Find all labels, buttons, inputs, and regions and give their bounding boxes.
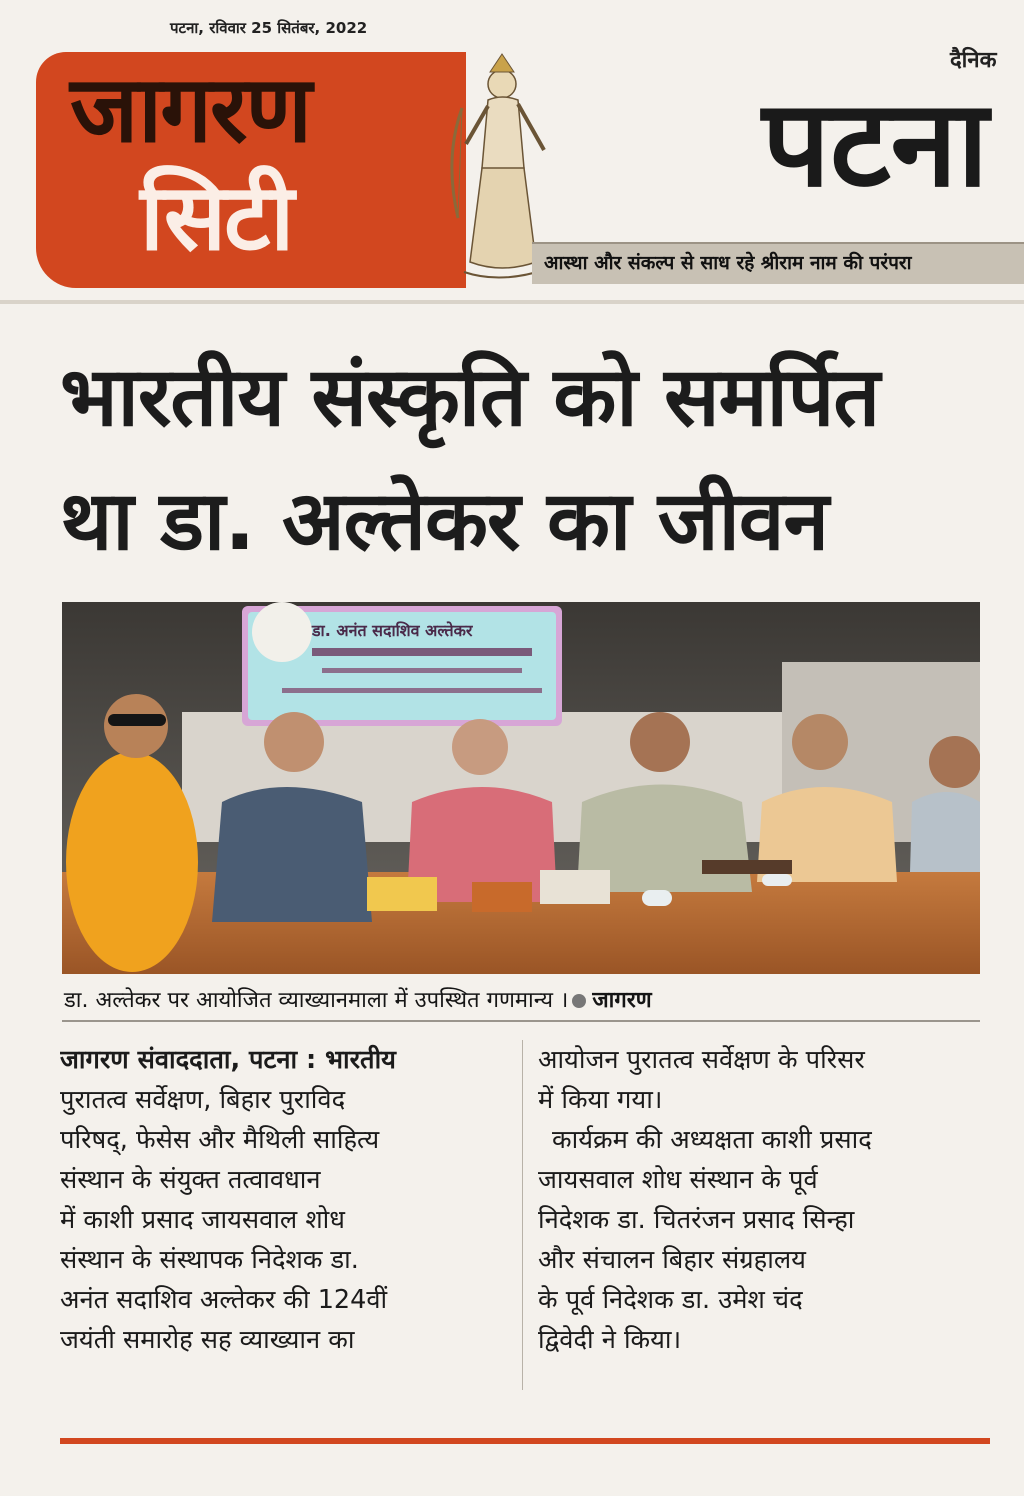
- article-column-right: [538, 1040, 982, 1360]
- body-line: आयोजन पुरातत्व सर्वेक्षण के परिसर: [538, 1045, 865, 1075]
- body-line: कार्यक्रम की अध्यक्षता काशी प्रसाद: [552, 1125, 872, 1155]
- photo-caption: [64, 984, 652, 1014]
- event-photo-illustration: [62, 602, 980, 974]
- photo-banner-text: डा. अनंत सदाशिव अल्तेकर: [312, 621, 473, 640]
- headline-line2: था डा. अल्तेकर का जीवन: [60, 474, 828, 569]
- body-line: जागरण संवाददाता, पटना : भारतीय: [60, 1045, 396, 1075]
- body-line: परिषद्, फेसेस और मैथिली साहित्य: [60, 1125, 380, 1155]
- body-line: के पूर्व निदेशक डा. उमेश चंद: [538, 1285, 803, 1315]
- teaser-headline: आस्था और संकल्प से साध रहे श्रीराम नाम की परंपरा: [544, 252, 912, 274]
- body-line: और संचालन बिहार संग्रहालय: [538, 1245, 806, 1275]
- body-line: संस्थान के संयुक्त तत्वावधान: [60, 1165, 321, 1195]
- bullet-icon: [572, 994, 586, 1008]
- body-line: निदेशक डा. चितरंजन प्रसाद सिन्हा: [538, 1205, 855, 1235]
- bottom-accent-rule: [60, 1438, 990, 1444]
- column-divider: [522, 1040, 523, 1390]
- brand-name-line1: जागरण: [70, 56, 311, 163]
- caption-rule: [62, 1020, 980, 1022]
- masthead-divider: [0, 300, 1024, 304]
- issue-dateline: पटना, रविवार 25 सितंबर, 2022: [170, 19, 368, 37]
- edition-label: दैनिक: [950, 48, 997, 73]
- body-line: संस्थान के संस्थापक निदेशक डा.: [60, 1245, 359, 1275]
- body-line: में काशी प्रसाद जायसवाल शोध: [60, 1205, 345, 1235]
- brand-name-line2: सिटी: [140, 164, 293, 271]
- body-line: में किया गया।: [538, 1085, 663, 1115]
- caption-credit: जागरण: [592, 988, 652, 1013]
- body-line: पुरातत्व सर्वेक्षण, बिहार पुराविद: [60, 1085, 346, 1115]
- body-line: जायसवाल शोध संस्थान के पूर्व: [538, 1165, 818, 1195]
- body-line: जयंती समारोह सह व्याख्यान का: [60, 1325, 355, 1355]
- headline-line1: भारतीय संस्कृति को समर्पित: [60, 350, 880, 445]
- article-column-left: [60, 1040, 512, 1360]
- caption-text: डा. अल्तेकर पर आयोजित व्याख्यानमाला में उपस्थित गणमान्य ।: [64, 988, 569, 1013]
- body-line: अनंत सदाशिव अल्तेकर की 124वीं: [60, 1285, 388, 1315]
- city-edition-title: पटना: [762, 75, 989, 214]
- body-line: द्विवेदी ने किया।: [538, 1325, 682, 1355]
- event-photo: [62, 602, 980, 974]
